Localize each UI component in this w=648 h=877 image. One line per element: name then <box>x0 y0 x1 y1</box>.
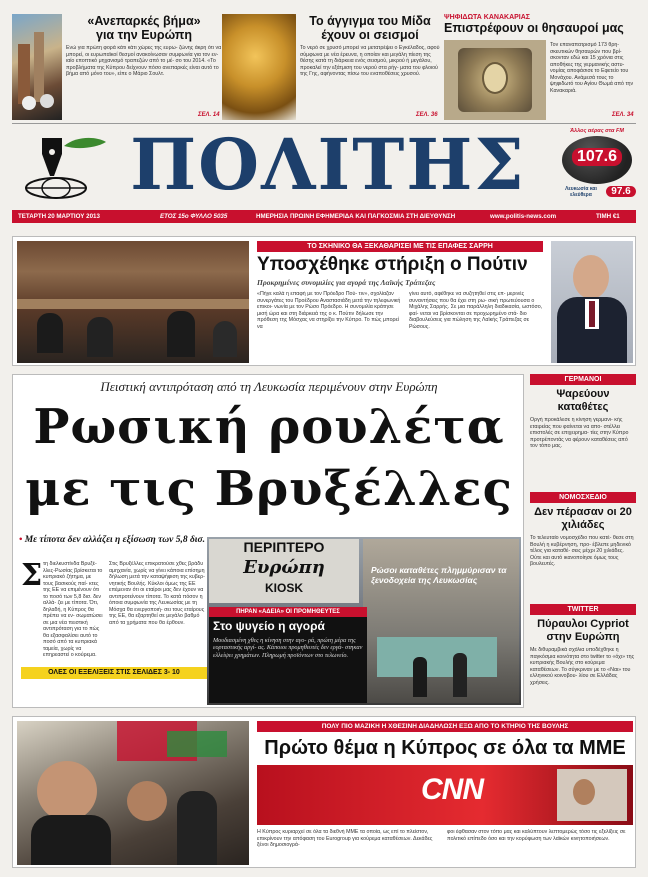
media-col2: φοι έφθασαν στον τόπο μας και καλύπτουν λεπτομερώς τόσο τις εξελίξεις σε πολιτικό επίπεδο όσο και την κορύφωση των λαϊκών κινητοποιήσεων. <box>447 829 626 842</box>
sidebar-title: Πύραυλοι Cypriot στην Ευρώπη <box>537 618 629 643</box>
lead-col1: τη διελκυστίνδα Βρυξέ- λλες-Ρωσίας βρίσκεται το κυπριακό ζήτημα, με τους βασικούς παί- κτες της ΕΕ να επιμένουν ότι το ποσό των 5,8 δισ. δεν αλλά- ζει με τίποτα. Ότι, δηλαδή, η Κύπρος θα πρέπει να εν- σωματώσει σε μια νέα πειστική αντιπρόταση για το πώς θα εξασφαλίσει αυτό το ποσό από τα κυπριακά ταμεία, χωρίς να επηρεαστεί ο κούρεμα. <box>43 561 103 658</box>
market-title[interactable]: Στο ψυγείο η αγορά <box>213 619 325 633</box>
dateline-site[interactable]: www.politis-news.com <box>490 213 557 220</box>
media-kicker: ΠΟΛΥ ΠΙΟ ΜΑΖΙΚΗ Η ΧΘΕΣΙΝΗ ΔΙΑΔΗΛΩΣΗ ΕΞΩ ΑΠΟ ΤΟ ΚΤΗΡΙΟ ΤΗΣ ΒΟΥΛΗΣ <box>257 721 633 732</box>
lead-col1-cont <box>21 593 103 659</box>
teaser-3-title[interactable]: Επιστρέφουν οι θησαυροί μας <box>444 21 624 35</box>
media-col1: Η Κύπρος κυριαρχεί σε όλα τα διεθνή ΜΜΕ τα οποία, ως επί το πλείστον, επικρίνουν την απόφαση του Eurogroup για κούρεμα καταθέσεων. Δεκάδες ξένοι δημοσιογρά- <box>257 829 433 848</box>
dateline-bar <box>12 210 636 223</box>
lead-headline-1[interactable]: Ρωσική ρουλέτα <box>33 399 505 455</box>
kiosk-sign-line3: KIOSK <box>264 581 303 595</box>
putin-story <box>12 236 636 366</box>
lead-story <box>12 374 524 708</box>
lead-col2: Στις Βρυξέλλες επικρατούσε χθες βράδυ αμηχανία, χωρίς να γίνει κάποια επίσημη δήλωση μετά την καταψήφιση της κυβερ- νητικής Βουλής. Κύκλοι όμως της ΕΕ επέμεναν ότι οι εταίροι μας δεν έχουν να αντιπροτείνουν τίποτα. Το κατά πόσον η όποια συμφωνία της Λευκωσίας με τη Μόσχα θα ενεργοποιή- σει τους εταίρους της ΕΕ, θα εξαρτηθεί σε μεγάλο βαθμό από τα χρήματα που θα έρθουν. <box>109 561 205 626</box>
lead-headline-2[interactable]: με τις Βρυξέλλες <box>25 461 513 517</box>
teaser-3-page[interactable]: ΣΕΛ. 34 <box>612 112 634 118</box>
sidebar-item-twitter[interactable] <box>530 604 636 708</box>
kiosk-sign-line1: ΠΕΡΙΠΤΕΡΟ <box>243 539 325 555</box>
putin-headline[interactable]: Υποσχέθηκε στήριξη ο Πούτιν <box>257 254 528 275</box>
masthead-title[interactable]: ΠΟΛΙΤΗΣ <box>130 123 526 206</box>
teaser-strip <box>12 10 636 124</box>
kiosk-overlay[interactable]: Ρώσοι καταθέτες πλημμύρισαν τα ξενοδοχεία της Λευκωσίας <box>371 565 507 585</box>
putin-sub: Προκρημένες συνομιλίες για αγορά της Λαϊκής Τράπεζας <box>257 278 436 287</box>
teaser-1-photo <box>12 14 62 120</box>
teaser-1-page[interactable]: ΣΕΛ. 14 <box>198 112 220 118</box>
kiosk-sign-line2: Ευρώπη <box>243 557 325 578</box>
market-kicker: ΠΗΡΑΝ «ΑΔΕΙΑ» ΟΙ ΠΡΟΜΗΘΕΥΤΕΣ <box>209 607 367 617</box>
sidebar <box>530 374 636 708</box>
dateline-issue: ΕΤΟΣ 15ο ΦΥΛΛΟ 5035 <box>160 213 228 220</box>
radio-freq2: 97.6 <box>606 186 636 197</box>
lead-dropcap: Σ <box>21 558 43 593</box>
putin-photo <box>551 241 633 363</box>
teaser-2-title[interactable]: Το άγγιγμα του Μίδα έχουν οι σεισμοί <box>309 14 431 42</box>
market-body: Μουδιασμένη χθες η κίνηση στην αγο- ρά, πρώτη μέρα της εορταστικής αργί- ας. Κάποιοι προμηθευτές δεν εργά- στηκαν ελλείψει χρημάτων. Πληρωμή προϊόντων στο τελωνείο. <box>213 637 363 659</box>
sidebar-body: Με διθυραμβικά σχόλια υποδέχθηκε η παγκόσμια κοινότητα στο twitter το «όχι» της κυπριακής Βουλής στο κούρεμα καταθέσεων. Το σύγκριναν με το «Ναι» του ελληνικού κοινοβου- λίου σε Ελλάδας χρήσεις. <box>530 647 635 686</box>
cnn-logo: CNN <box>421 773 483 806</box>
lead-kicker: Πειστική αντιπρόταση από τη Λευκωσία περιμένουν στην Ευρώπη <box>100 379 438 394</box>
radio-line2: Λευκωσία και ελεύθερα <box>565 186 597 198</box>
sidebar-title: Δεν πέρασαν οι 20 χιλιάδες <box>534 506 632 531</box>
lead-footer-link[interactable]: ΟΛΕΣ ΟΙ ΕΞΕΛΙΞΕΙΣ ΣΤΙΣ ΣΕΛΙΔΕΣ 3- 10 <box>21 667 207 679</box>
putin-kicker: ΤΟ ΣΚΗΝΙΚΟ ΘΑ ΞΕΚΑΘΑΡΙΣΕΙ ΜΕ ΤΙΣ ΕΠΑΦΕΣ ΣΑΡΡΗ <box>257 241 543 252</box>
sidebar-item-bill[interactable] <box>530 492 636 600</box>
radio-badge[interactable] <box>558 128 636 204</box>
radio-line1: Άλλος αέρας στα FM <box>570 128 624 134</box>
dateline-desc: ΗΜΕΡΗΣΙΑ ΠΡΩΙΝΗ ΕΦΗΜΕΡΙΔΑ ΚΑΙ ΠΑΓΚΟΣΜΙΑ ΣΤΗ ΔΙΕΥΘΥΝΣΗ <box>256 213 456 220</box>
putin-col1: «Πήγε καλά η επαφή με τον Πρόεδρο Πού- τιν», σχολίαζαν συνεργάτες του Προέδρου Αναστασιάδη μετά την τηλεφωνική επικοι- νωνία με τον Ρώσο Πρόεδρο. Η συνομιλία κράτησε μισή ώρα και στη διάρκειά της ο κ. Πούτιν δήλωσε την πρόθεση της Μόσχας να στηρίξει την Κύπρο. Το πώς μπορεί να <box>257 291 401 330</box>
cnn-photo <box>257 765 633 825</box>
teaser-3-kicker: ΨΗΦΙΔΩΤΑ ΚΑΝΑΚΑΡΙΑΣ <box>444 14 531 21</box>
sidebar-title: Ψαρεύουν καταθέτες <box>556 388 610 413</box>
sidebar-kicker: ΓΕΡΜΑΝΟΙ <box>530 374 636 385</box>
teaser-3-photo <box>444 40 546 120</box>
teaser-2-photo <box>222 14 296 120</box>
protest-photo <box>17 721 249 865</box>
dateline-date: ΤΕΤΑΡΤΗ 20 ΜΑΡΤΙΟΥ 2013 <box>18 213 100 220</box>
teaser-2-page[interactable]: ΣΕΛ. 36 <box>416 112 438 118</box>
sidebar-item-germans[interactable] <box>530 374 636 484</box>
media-headline[interactable]: Πρώτο θέμα η Κύπρος σε όλα τα ΜΜΕ <box>264 737 626 759</box>
dateline-price: ΤΙΜΗ €1 <box>596 213 620 220</box>
sidebar-kicker: ΝΟΜΟΣΧΕΔΙΟ <box>530 492 636 503</box>
masthead <box>12 123 636 206</box>
teaser-2-body: Το νερό σε χρυσό μπορεί να μετατρέψει ο Εγκέλαδος, αφού σύμφωνα με νέα έρευνα, η οποίαν και μεγάλη πίεση της θέσης κατά τη διάρκεια ενός σεισμού, μικρού ή μεγάλου, προκαλεί την εξάτμιση του νερού στα ρήγ- ματα του φλοιού της Γης, αφήνοντας πίσω του εναποθέσεις χρυσού. <box>300 45 440 77</box>
lead-bullet: • Με τίποτα δεν αλλάζει η εξίσωση των 5,8 δισ. <box>19 535 205 545</box>
parliament-photo <box>17 241 249 363</box>
sidebar-body: Το τελευταίο νομοσχέδιο που κατέ- θεσε στη Βουλή η κυβέρνηση, προ- έβλεπε μηδενικό τέλος για καταθέ- σεις μέχρι 20 χιλιάδες. Ούτε και αυτό ικανοποίησε όμως τους βουλευτές. <box>530 535 634 567</box>
teaser-1-title[interactable]: «Ανεπαρκές βήμα» για την Ευρώπη <box>87 14 201 42</box>
teaser-3-body: Τον επαναπατρισμό 173 θρη- σκευτικών θησαυρών που βρί- σκονταν εδώ και 15 χρόνια στις αποθήκες της γερμανικής αστυ- νομίας αποφάσισε το Εφετείο του Μονάχου. Ανάμεσά τους το ψηφιδωτό του Αγίου Θωμά από την Κανακαριά. <box>550 42 634 94</box>
teaser-1-body: Ενώ για πρώτη φορά κάτι κάτι χώρες της ευρω- ζώνης άκρη ότι να μπορεί, οι ευρωπαϊκοί θεσμοί ανακοίνωσαν συμφωνία για τον εν- ιαίο εποπτικό μηχανισμό τραπεζών από το μέ- σο του 2014. «Το προβλήματα της Κύπρου δείχνουν πόσο ανεπαρκές είναι αυτό το βήμα από μόνο του», είπε ο Μάριο Σουλτ. <box>66 45 222 77</box>
sidebar-body: Οργή προκάλεσε η κίνηση γερμανι- κής εταιρείας που φαίνεται να απο- στέλλει επιστολές σε επιχειρημα- τίες στην Κύπρο προτρέποντάς να φέρουν καταθέσεις από τον τόπο μας. <box>530 417 629 449</box>
putin-col2: γίνει αυτό, αφέθηκε να συζητηθεί στις επ- μερινές συναντήσεις που θα έχει στη ρω- σική πρωτεύουσα ο Μιχάλης Σαρρής. Σε μια παράλληλη διαδικασία, ωστόσο, φαί- νεται να βρίσκονται σε προχωρημένο στά- διο διαβουλεύσεις για πώληση της Λαϊκής Τράπεζας σε Ρώσους. <box>409 291 543 330</box>
market-box <box>209 607 367 703</box>
pen-globe-logo-icon <box>18 132 110 204</box>
media-story <box>12 716 636 868</box>
sidebar-kicker: TWITTER <box>530 604 636 615</box>
radio-freq1: 107.6 <box>572 148 622 166</box>
